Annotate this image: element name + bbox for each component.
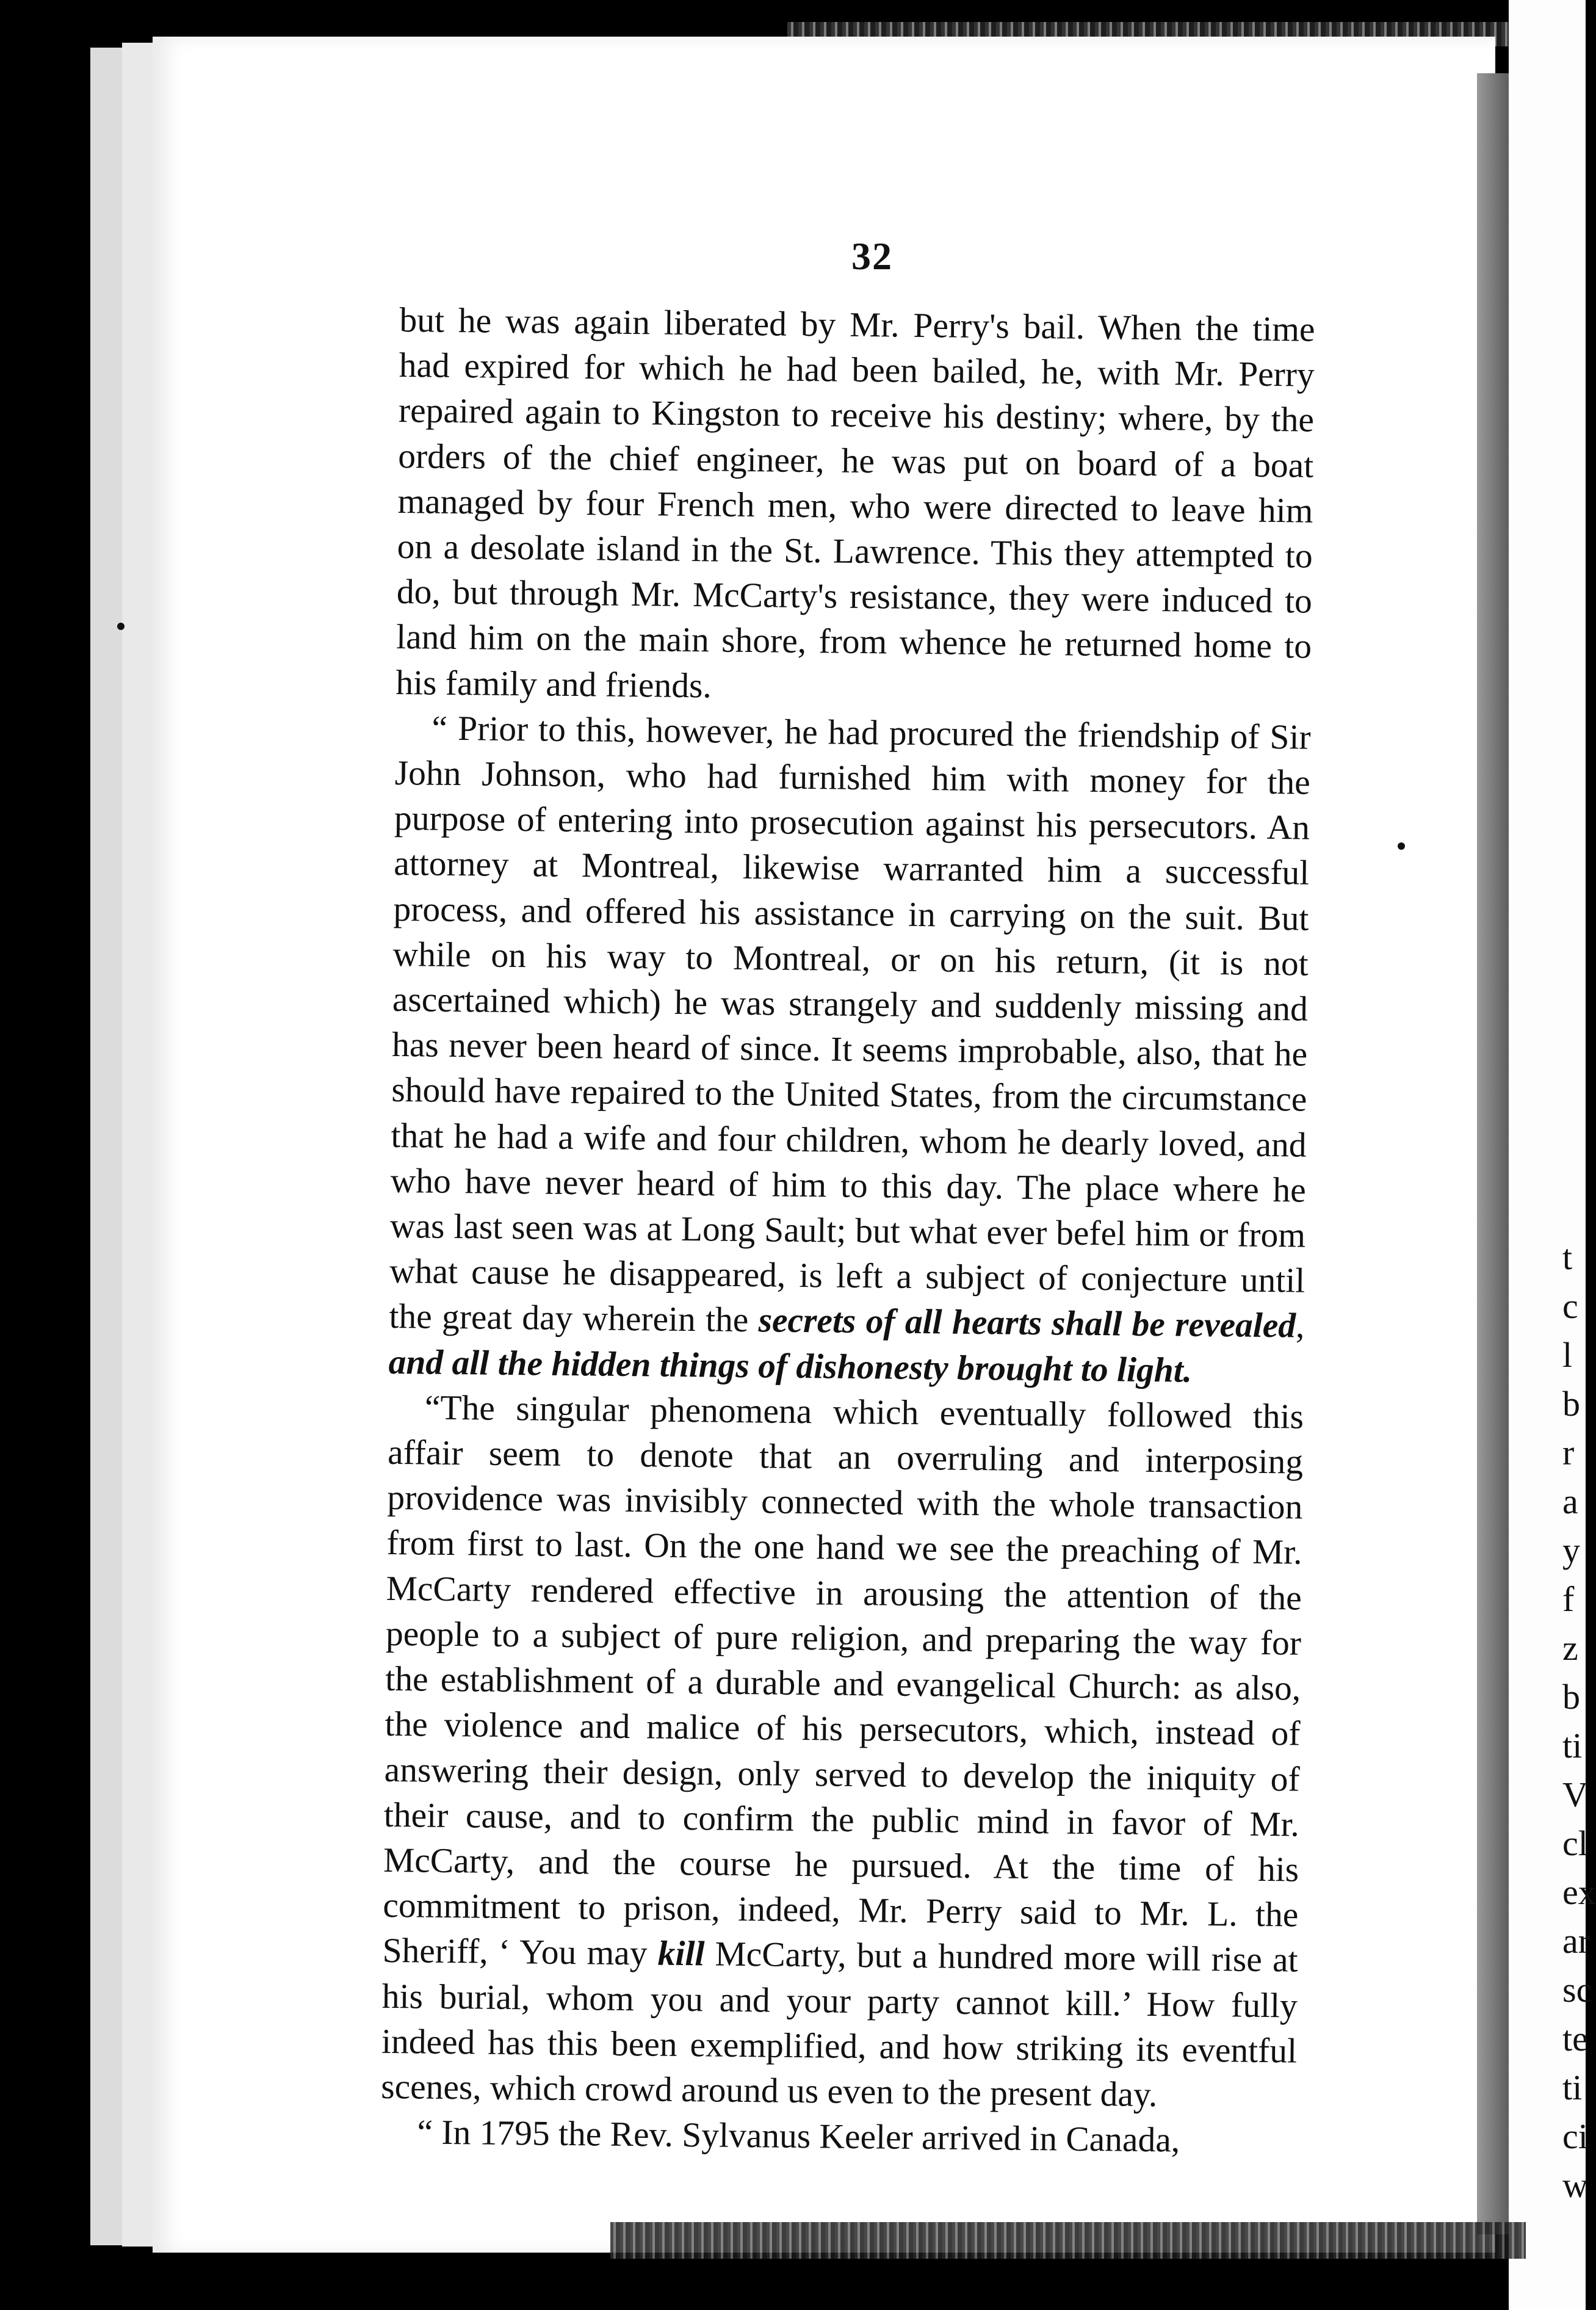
paragraph-johnson — [388, 706, 1311, 1395]
paragraph-phenomena — [381, 1385, 1304, 2120]
book-gutter — [1477, 73, 1509, 2234]
page-number: 32 — [851, 234, 893, 278]
italic-word: kill — [657, 1934, 705, 1974]
stray-mark — [1398, 842, 1405, 850]
punctuation: , — [1295, 1306, 1305, 1346]
paragraph-text: McCarty, but a hundred more will rise at his burial, whom you and your party cannot kill.’ How fully indeed has this been exemplified, and how striking its eventful scenes, which crowd around us even to the present day. — [380, 1935, 1298, 2115]
body-text — [380, 298, 1315, 2165]
paragraph-continued: but he was again liberated by Mr. Perry's bail. When the time had expired for which he had been bailed, he, with Mr. Perry repaired again to Kingston to receive his destiny; where, by the orders of the chief engineer, he was put on board of a boat managed by four French men, who were directed to leave him on a desolate island in the St. Lawrence. This they attempted to do, but through Mr. McCarty's resistance, they were induced to land him on the main shore, from whence he returned home to his family and friends. — [395, 300, 1315, 706]
paragraph-text: “ Prior to this, however, he had procured the friendship of Sir John Johnson, who had furnished him with money for the purpose of entering into prosecution against his persecutors. An attorney at Montreal, likewise warranted him a successful process, and offered his assistance in carrying on the suit. But while on his way to Montreal, or on his return, (it is not ascertained which) he was strangely and suddenly missing and has never been heard of since. It seems improbable, also, that he should have repaired to the United States, from the circumstance that he had a wife and four children, whom he dearly loved, and who have never heard of him to this day. The place where he was last seen was at Long Sault; but what ever befel him or from what cause he disappeared, is left a subject of conjecture until the great day wherein the — [389, 709, 1311, 1340]
italic-phrase: and all the hidden things of dishonesty brought to light. — [388, 1342, 1193, 1390]
italic-phrase: secrets of all hearts shall be revealed — [758, 1301, 1296, 1345]
paragraph-keeler: “ In 1795 the Rev. Sylvanus Keeler arrived in Canada, — [417, 2113, 1180, 2160]
stray-mark — [117, 623, 125, 630]
facing-page-text-fragment: t c l b r a y f z b ti V cl ex ar sc te ti ci w — [1562, 1237, 1596, 2205]
paragraph-text: “The singular phenomena which eventually followed this affair seem to denote that an overruling and interposing providence was invisibly connected with the whole transaction from first to last. On the one hand we see the preaching of Mr. McCarty rendered effective in arousing the attention of the people to a subject of pure religion, and preparing the way for the establishment of a durable and evangelical Church: as also, the violence and malice of his persecutors, which, instead of answering their design, only served to develop the iniquity of their cause, and to confirm the public mind in favor of Mr. McCarty, and the course he pursued. At the time of his commitment to prison, indeed, Mr. Perry said to Mr. L. the Sheriff, ‘ You may — [382, 1388, 1304, 1973]
scan-edge-bottom — [610, 2222, 1526, 2259]
